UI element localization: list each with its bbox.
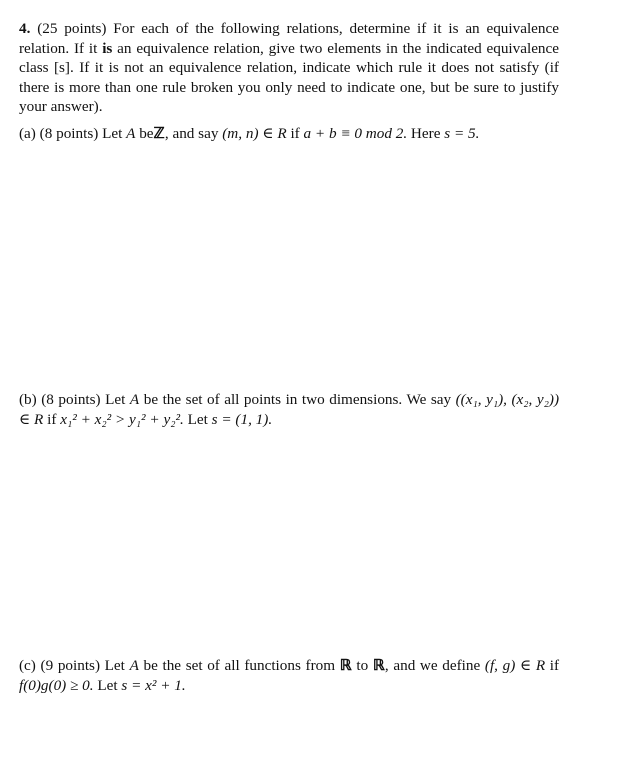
part-a-text-4: ∈ [262,125,274,142]
part-a-s-value: s = 5. [444,125,480,142]
part-b-s-value: s = (1, 1). [211,410,273,428]
part-a-pair: (m, n) [222,125,259,142]
question-number: 4. [19,20,31,37]
part-a-text-1: (8 points) Let [39,125,123,142]
part-c-real-1: ℝ [339,657,352,674]
part-c-real-2: ℝ [372,657,385,674]
question-4-intro [19,19,559,117]
part-b-text-2: be the set of all points in two dimensions. We say [143,391,452,408]
part-c-text-7: Let [97,676,118,694]
part-b-condition: x₁² + x₂² > y₁² + y₂². [60,410,184,428]
part-b-relation: R [34,410,44,428]
part-b-text-1: (8 points) Let [41,391,126,408]
part-c-text-6: if [549,657,560,674]
part-c-text-4: , and we define [384,657,481,674]
part-b-text-5: Let [187,410,208,428]
part-a-text-2: be [139,125,154,142]
part-c-text-3: to [356,657,369,674]
part-a-text-6: Here [410,125,441,142]
question-intro-bold: is [102,39,113,57]
part-c-text-2: be the set of all functions from [143,657,336,674]
part-a-relation: R [277,125,287,142]
part-c-condition: f(0)g(0) ≥ 0. [19,676,94,694]
part-a-text-5: if [290,125,300,142]
part-c-label: (c) [19,657,36,674]
part-a-condition: a + b ≡ 0 mod 2. [303,125,408,142]
part-a-text-3: , and say [164,125,219,142]
part-b-pair: ((x₁, y₁), (x₂, y₂)) [455,391,560,408]
part-b-text-3: ∈ [19,410,31,428]
part-a-label: (a) [19,125,36,142]
part-a [19,124,559,144]
part-a-set: A [126,125,136,142]
part-a-domain: ℤ [153,125,165,142]
part-c [19,656,559,695]
part-c-pair: (f, g) [484,657,516,674]
part-b-label: (b) [19,391,37,408]
part-c-set: A [129,657,139,674]
question-intro-text-2: an equivalence relation, give two elements in the indicated equivalence class [s]. If it is not an equivalence relation, indicate which rule it does not satisfy (if there is more than one rule broken you only need to indicate one, but be sure to justify your answer). [19,39,560,116]
part-b-set: A [129,391,140,408]
part-c-relation: R [535,657,546,674]
part-b-text-4: if [47,410,57,428]
question-intro-text-1: (25 points) For each of the following relations, determine if it is an equivalence relation. If it [19,20,559,57]
part-c-s-value: s = x² + 1. [121,676,186,694]
part-c-text-1: (9 points) Let [40,657,125,674]
part-b [19,390,559,429]
part-c-text-5: ∈ [519,657,532,674]
